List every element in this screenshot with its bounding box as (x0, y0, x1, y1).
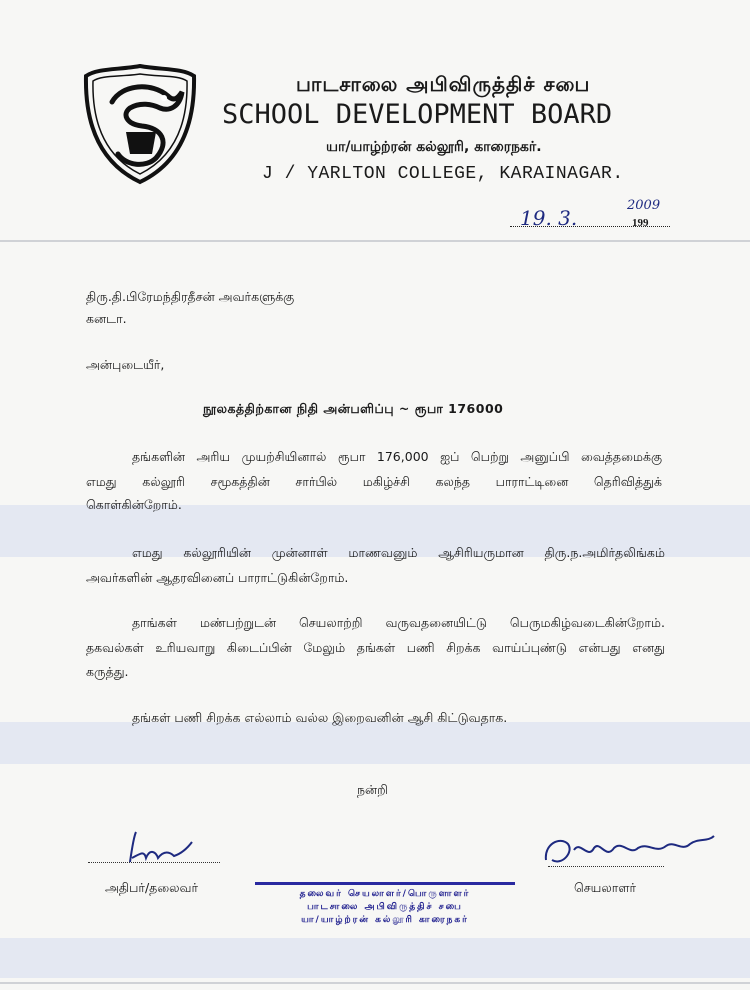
recipient-location: கனடா. (86, 311, 127, 326)
college-emblem-icon (82, 62, 198, 186)
word: தகவல்கள் (86, 640, 144, 655)
word: பெற்று (470, 449, 509, 464)
right-signature-line (548, 866, 664, 867)
secretary-signature-icon (540, 830, 720, 874)
letterhead-english-subtitle: J / YARLTON COLLEGE, KARAINAGAR. (262, 164, 624, 184)
scan-band (0, 938, 750, 978)
word: சிறக்க (446, 640, 481, 655)
word: வைத்தமைக்கு (581, 449, 662, 464)
word: பாராட்டினை (495, 474, 569, 489)
word: தங்களின் (132, 449, 186, 464)
word: முயற்சியினால் (241, 449, 327, 464)
letterhead-english-title: SCHOOL DEVELOPMENT BOARD (222, 99, 613, 130)
word: வாய்ப்புண்டு (492, 640, 567, 655)
word: எமது (132, 545, 163, 560)
paragraph-last-line: அவர்களின் ஆதரவினைப் பாராட்டுகின்றோம். (86, 570, 349, 585)
word: வருவதனையிட்டு (385, 615, 488, 630)
word: அரிய (196, 449, 231, 464)
letterhead-tamil-title: பாடசாலை அபிவிருத்திச் சபை (296, 72, 591, 96)
word: எமது (86, 474, 117, 489)
word: மேலும் (303, 640, 346, 655)
word: உரியவாறு (155, 640, 216, 655)
word: சமூகத்தின் (210, 474, 270, 489)
paragraph-line (132, 615, 665, 632)
right-signatory-title: செயலாளர் (574, 880, 637, 895)
thanks: நன்றி (357, 782, 388, 797)
word: மாணவனும் (348, 545, 418, 560)
word: செயலாற்றி (299, 615, 363, 630)
word: மகிழ்ச்சி (362, 474, 410, 489)
word: ஐப் (440, 449, 460, 464)
seal-line-2: பாடசாலை அபிவிருத்திச் சபை (307, 902, 463, 912)
word: 176,000 (376, 449, 429, 464)
paragraph-line (86, 474, 662, 491)
left-signature-line (88, 862, 220, 863)
word: ரூபா (337, 449, 366, 464)
date-handwritten: 19. 3. (520, 206, 578, 230)
fold-crease (0, 982, 750, 984)
seal-line-1: தலைவர் செயலாளர்/பொருளாளர் (299, 889, 471, 899)
left-signatory-title: அதிபர்/தலைவர் (105, 880, 199, 895)
word: தங்கள் (356, 640, 396, 655)
seal-line-3: யா/யாழ்ற்ரன் கல்லூரி காரைநகர் (301, 915, 469, 925)
fold-crease (0, 240, 750, 242)
word: பணி (406, 640, 435, 655)
paragraph-last-line: கருத்து. (86, 664, 129, 679)
date-year-handwritten: 2009 (627, 198, 661, 213)
paragraph-line (86, 640, 665, 657)
letter-subject: நூலகத்திற்கான நிதி அன்பளிப்பு ~ ரூபா 176000 (203, 401, 504, 416)
word: கல்லூரியின் (183, 545, 252, 560)
word: கிடைப்பின் (226, 640, 292, 655)
closing-wish: தங்கள் பணி சிறக்க எல்லாம் வல்ல இறைவனின் ஆசி கிட்டுவதாக. (132, 710, 508, 725)
word: மண்பற்றுடன் (199, 615, 277, 630)
word: கல்லூரி (142, 474, 185, 489)
word: முன்னாள் (271, 545, 328, 560)
word: கலந்த (435, 474, 471, 489)
word: அனுப்பி (520, 449, 570, 464)
scan-band (0, 722, 750, 764)
word: ஆசிரியருமான (438, 545, 524, 560)
word: பெருமகிழ்வடைகின்றோம். (509, 615, 665, 630)
word: சார்பில் (295, 474, 338, 489)
recipient-name: திரு.தி.பிரேமந்திரதீசன் அவர்களுக்கு (86, 289, 295, 304)
official-seal-stamp (255, 882, 515, 928)
word: எனது (632, 640, 665, 655)
date-dotted-line (510, 226, 670, 227)
word: திரு.ந.அமிர்தலிங்கம் (544, 545, 665, 560)
paragraph-line (132, 449, 662, 466)
date-year-printed: 199 (632, 217, 649, 229)
paragraph-last-line: கொள்கின்றோம். (86, 497, 182, 512)
word: என்பது (578, 640, 621, 655)
salutation: அன்புடையீர், (86, 357, 165, 372)
word: தெரிவித்துக் (593, 474, 662, 489)
letterhead-tamil-subtitle: யா/யாழ்ற்ரன் கல்லூரி, காரைநகர். (326, 139, 542, 155)
paragraph-line (132, 545, 665, 562)
word: தாங்கள் (132, 615, 177, 630)
